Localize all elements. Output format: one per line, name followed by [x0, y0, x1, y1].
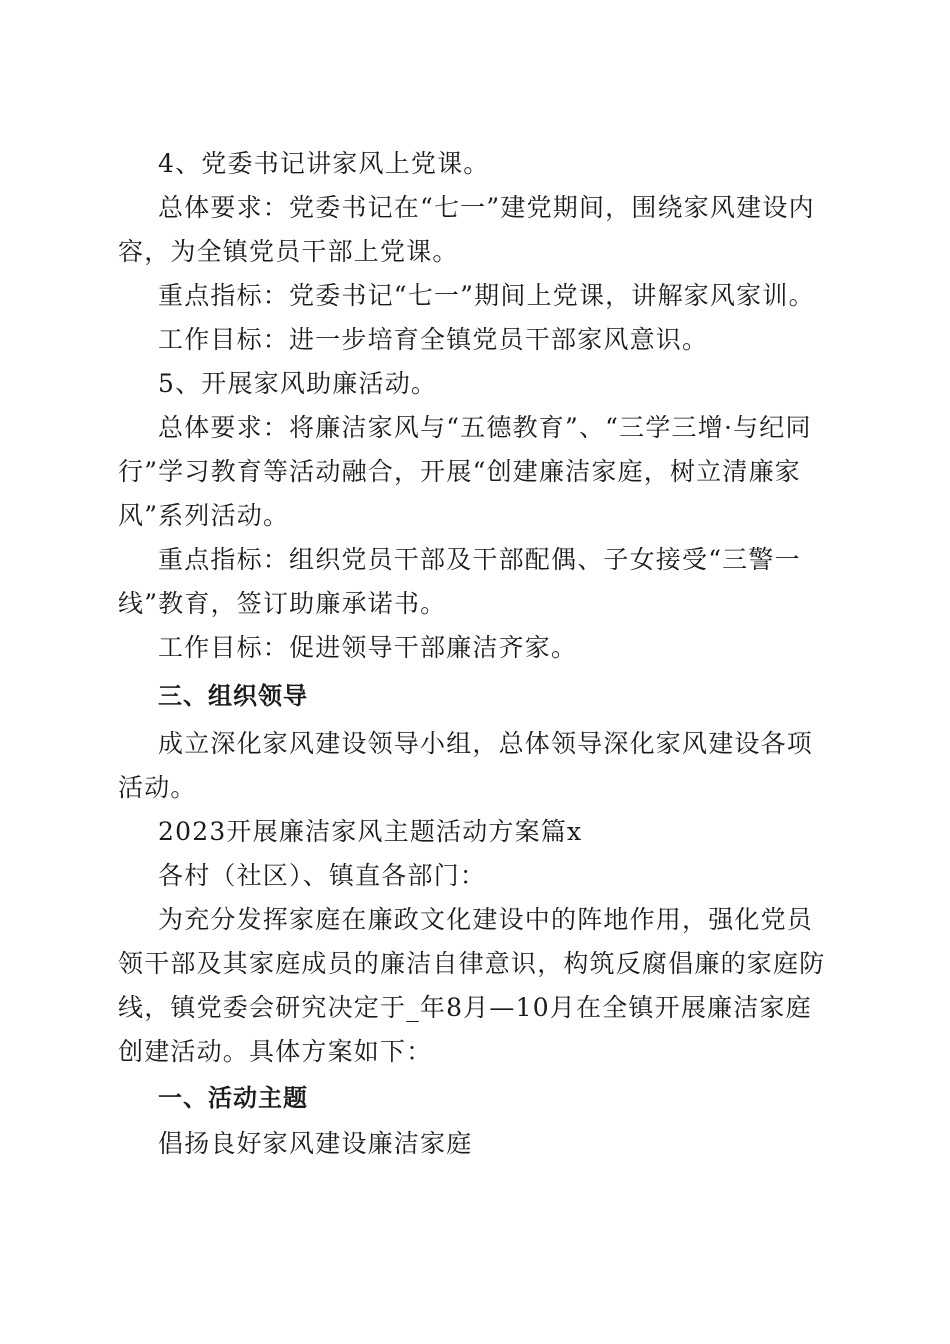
- theme-text: 倡扬良好家风建设廉洁家庭: [158, 1129, 473, 1158]
- item-5-title: 5、开展家风助廉活动。: [158, 369, 438, 398]
- item-5-general-requirement: 总体要求：将廉洁家风与“五德教育”、“三学三增·与纪同行”学习教育等活动融合，开展“创建廉洁家庭，树立清廉家风”系列活动。: [118, 413, 812, 530]
- item-5-key-indicator: 重点指标：组织党员干部及干部配偶、子女接受“三警一线”教育，签订助廉承诺书。: [118, 545, 801, 618]
- section-heading-theme: 一、活动主题: [158, 1084, 308, 1112]
- section-heading-organization: 三、组织领导: [158, 682, 308, 710]
- item-4-title: 4、党委书记讲家风上党课。: [158, 149, 490, 178]
- organization-text: 成立深化家风建设领导小组，总体领导深化家风建设各项活动。: [118, 729, 814, 802]
- document-title: 2023开展廉洁家风主题活动方案篇x: [158, 817, 583, 846]
- item-4-general-requirement: 总体要求：党委书记在“七一”建党期间，围绕家风建设内容，为全镇党员干部上党课。: [118, 193, 815, 266]
- intro-paragraph: 为充分发挥家庭在廉政文化建设中的阵地作用，强化党员领干部及其家庭成员的廉洁自律意识，构筑反腐倡廉的家庭防线，镇党委会研究决定于_年8月—10月在全镇开展廉洁家庭创建活动。具体方案如下：: [118, 905, 826, 1066]
- addressee: 各村（社区）、镇直各部门：: [158, 861, 487, 890]
- item-4-work-goal: 工作目标：进一步培育全镇党员干部家风意识。: [158, 325, 709, 354]
- item-4-key-indicator: 重点指标：党委书记“七一”期间上党课，讲解家风家训。: [158, 281, 815, 310]
- item-5-work-goal: 工作目标：促进领导干部廉洁齐家。: [158, 633, 578, 662]
